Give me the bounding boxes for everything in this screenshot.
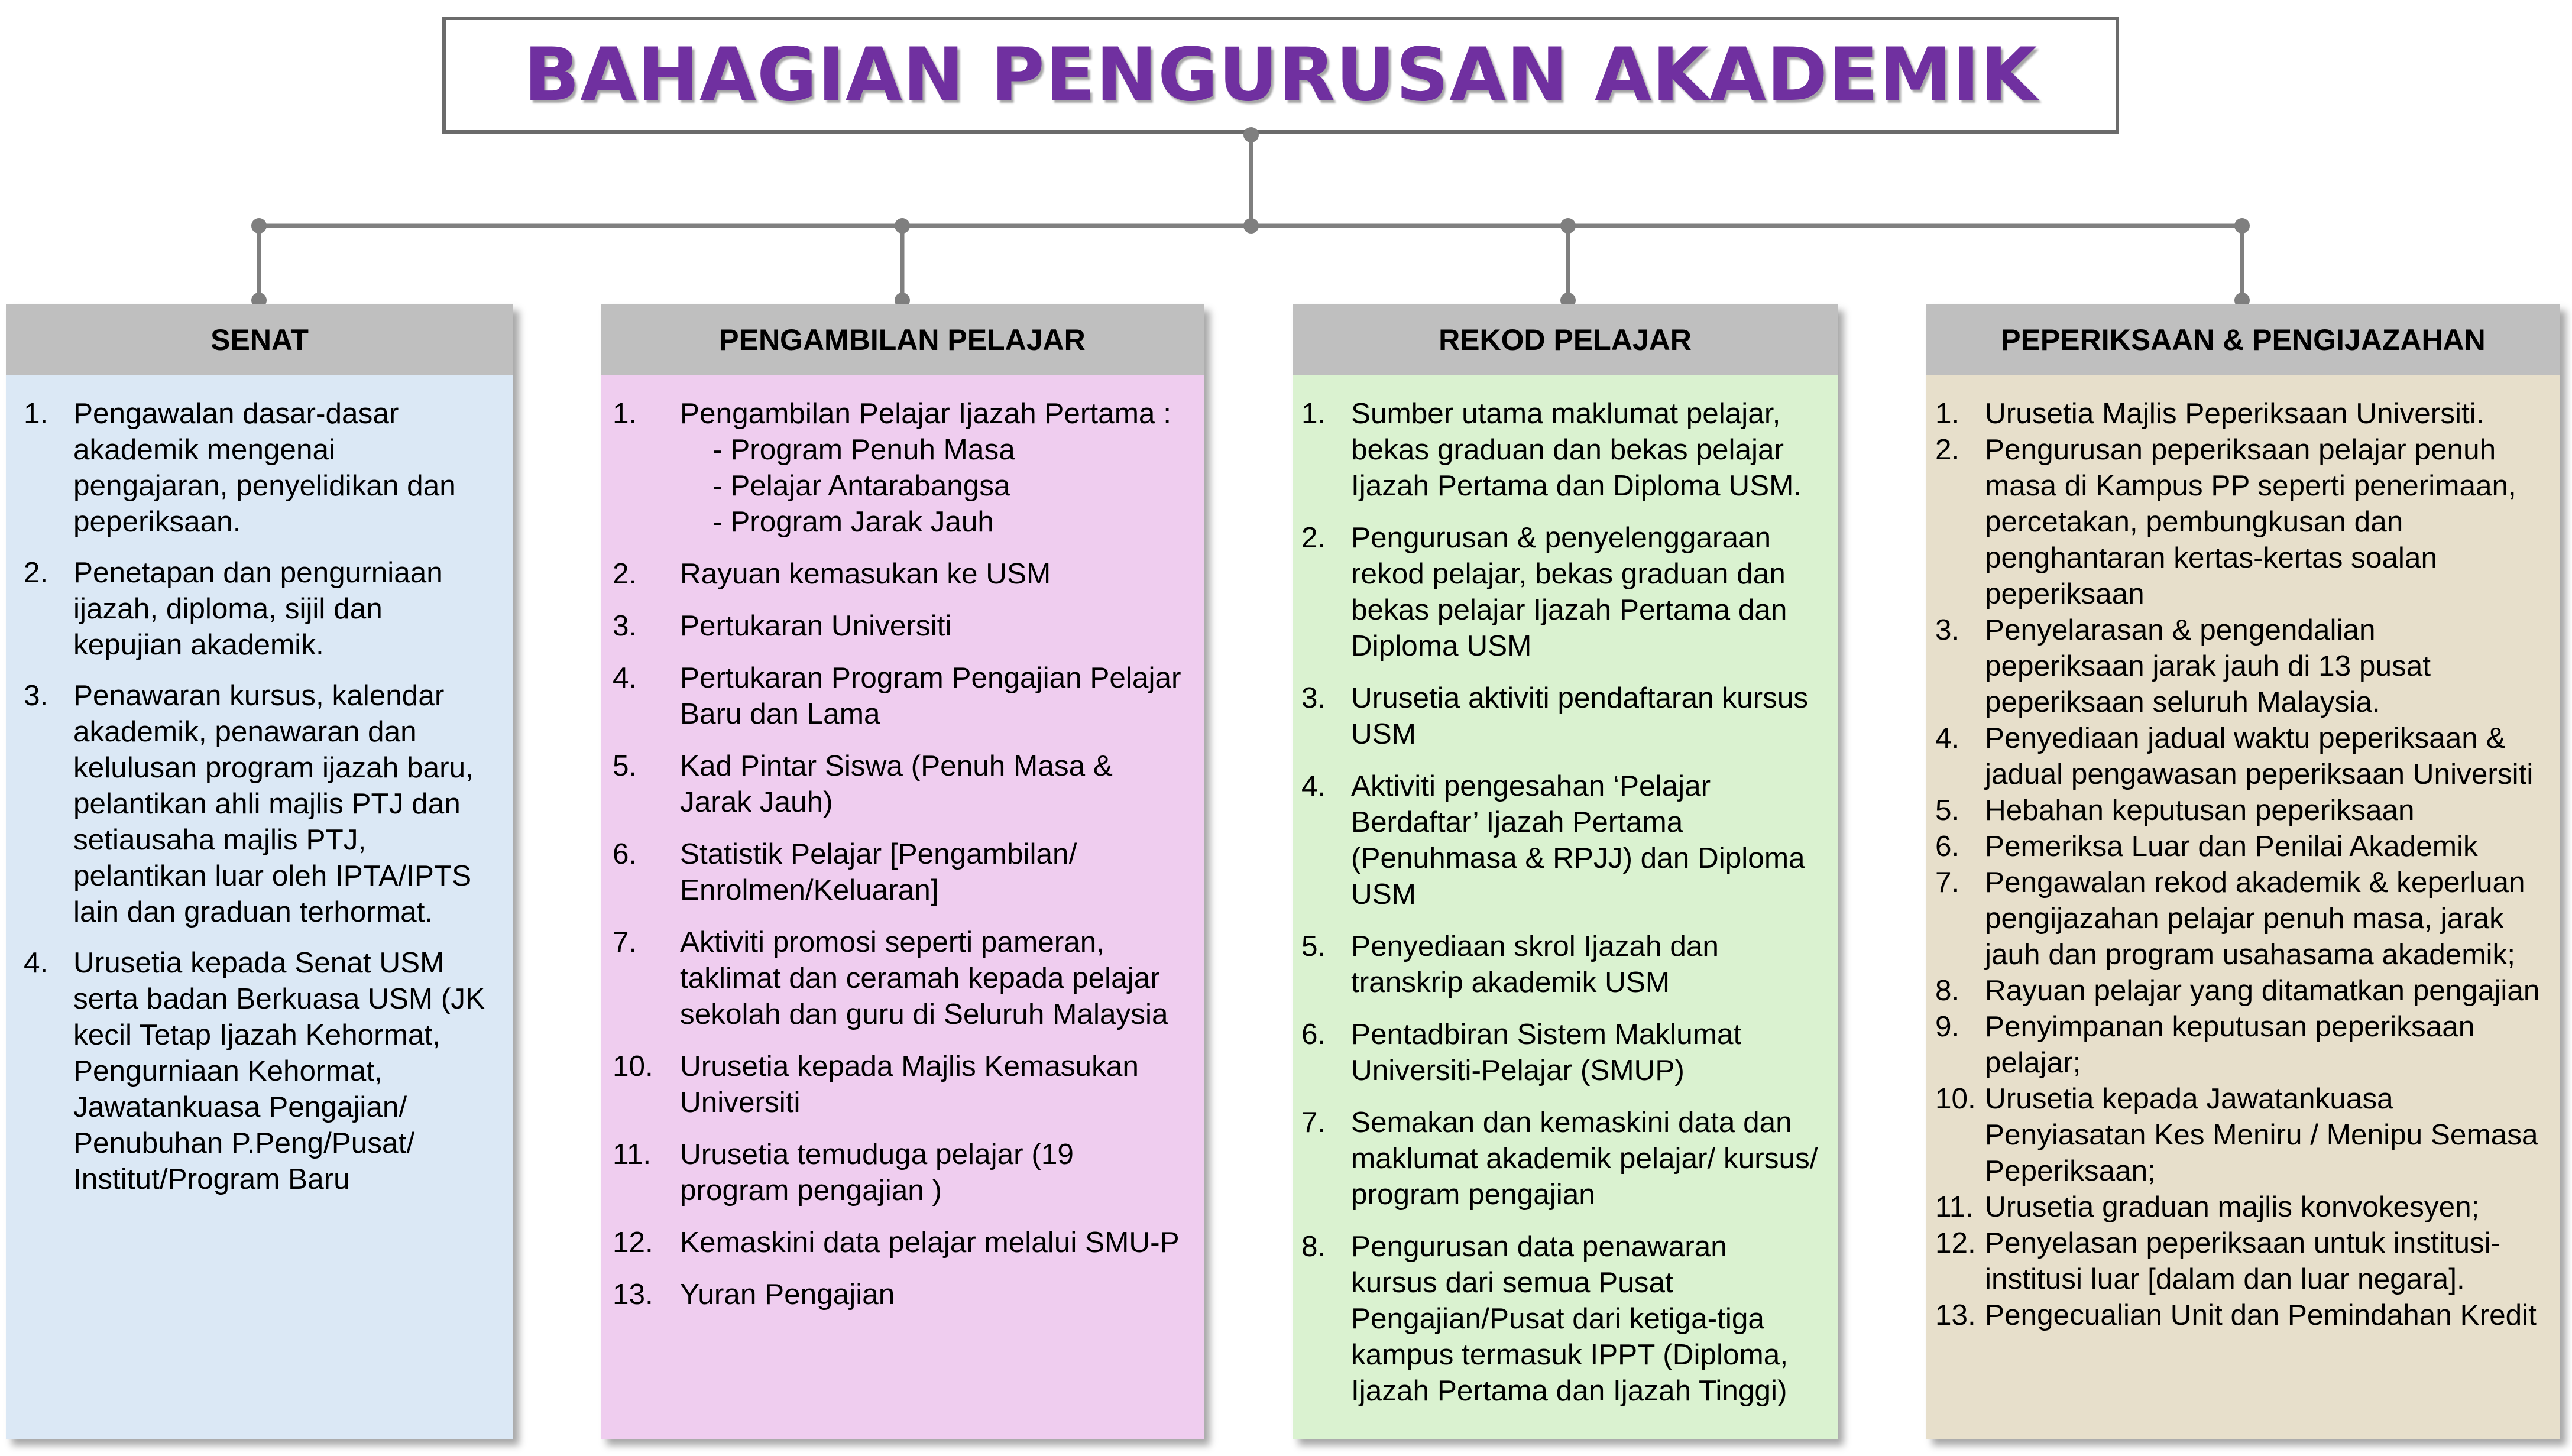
- item-text: Pengurusan peperiksaan pelajar penuh masa di Kampus PP seperti penerimaan, percetakan, pembungkusan dan penghantaran kertas-kertas soalan peperiksaan: [1985, 433, 2516, 610]
- list-item: [1935, 1009, 2542, 1081]
- list-item: [1301, 1104, 1820, 1212]
- item-text-wrap: [73, 677, 495, 930]
- column-heading: REKOD PELAJAR: [1293, 304, 1838, 375]
- list-item: [1301, 520, 1820, 664]
- node-dot: [251, 218, 267, 234]
- list-item: [1935, 972, 2542, 1009]
- column-body: [1293, 375, 1838, 1439]
- item-text: Penetapan dan pengurniaan ijazah, diploma, sijil dan kepujian akademik.: [73, 556, 443, 661]
- item-text: Pengambilan Pelajar Ijazah Pertama :: [680, 397, 1171, 430]
- item-number: 2.: [1301, 521, 1326, 554]
- item-text-wrap: [1985, 1081, 2542, 1189]
- item-number: 6.: [1935, 830, 1960, 862]
- item-text-wrap: [680, 836, 1186, 908]
- item-number: 5.: [1935, 794, 1960, 826]
- item-number: 2.: [24, 556, 48, 589]
- item-number: 4.: [613, 661, 637, 694]
- list-item: [1935, 612, 2542, 720]
- item-text: Sumber utama maklumat pelajar, bekas graduan dan bekas pelajar Ijazah Pertama dan Diploma USM.: [1351, 397, 1802, 502]
- item-text-wrap: [1351, 680, 1820, 752]
- item-text-wrap: [1985, 432, 2542, 612]
- list-item: [613, 1276, 1186, 1312]
- list-item: [1301, 1016, 1820, 1088]
- item-number: 12.: [613, 1226, 653, 1259]
- item-number: 6.: [613, 838, 637, 870]
- item-number: 7.: [1935, 866, 1960, 899]
- item-number: 1.: [1935, 397, 1960, 430]
- item-text-wrap: [1985, 792, 2542, 828]
- item-number: 3.: [24, 679, 48, 712]
- list-item: [1935, 792, 2542, 828]
- item-number: 13.: [613, 1278, 653, 1311]
- item-text-wrap: [680, 608, 1186, 644]
- list-item: [1935, 1225, 2542, 1297]
- item-text: Aktiviti pengesahan ‘Pelajar Berdaftar’ Ijazah Pertama (Penuhmasa & RPJJ) dan Diploma USM: [1351, 770, 1805, 910]
- list-item: [613, 836, 1186, 908]
- item-number: 3.: [613, 609, 637, 642]
- item-number: 1.: [613, 397, 637, 430]
- list-item: [1301, 1228, 1820, 1409]
- item-text: Pengurusan data penawaran kursus dari semua Pusat Pengajian/Pusat dari ketiga-tiga kampus termasuk IPPT (Diploma, Ijazah Pertama dan Ijazah Tinggi): [1351, 1230, 1789, 1407]
- item-text: Penyelasan peperiksaan untuk institusi-institusi luar [dalam dan luar negara].: [1985, 1227, 2501, 1295]
- item-text: Pengurusan & penyelenggaraan rekod pelajar, bekas graduan dan bekas pelajar Ijazah Pertama dan Diploma USM: [1351, 521, 1787, 662]
- item-text-wrap: [1985, 1189, 2542, 1225]
- item-text-wrap: [1985, 1297, 2542, 1333]
- item-text: Aktiviti promosi seperti pameran, taklimat dan ceramah kepada pelajar sekolah dan guru di Seluruh Malaysia: [680, 926, 1168, 1030]
- item-text-wrap: [1985, 972, 2542, 1009]
- node-dot: [2234, 218, 2250, 234]
- item-number: 4.: [1301, 770, 1326, 802]
- sub-item: - Program Jarak Jauh: [712, 505, 994, 538]
- item-number: 4.: [1935, 722, 1960, 754]
- item-text: Statistik Pelajar [Pengambilan/ Enrolmen/Keluaran]: [680, 838, 1077, 906]
- item-text: Urusetia kepada Jawatankuasa Penyiasatan Kes Meniru / Menipu Semasa Peperiksaan;: [1985, 1082, 2538, 1187]
- item-text-wrap: [73, 395, 495, 540]
- item-text: Penawaran kursus, kalendar akademik, penawaran dan kelulusan program ijazah baru, pelantikan ahli majlis PTJ dan setiausaha majlis PTJ, pelantikan luar oleh IPTA/IPTS lain dan graduan terhormat.: [73, 679, 474, 928]
- item-text-wrap: [680, 556, 1186, 592]
- item-text: Urusetia temuduga pelajar (19 program pengajian ): [680, 1138, 1074, 1207]
- item-text: Pengecualian Unit dan Pemindahan Kredit: [1985, 1299, 2537, 1331]
- item-number: 8.: [1301, 1230, 1326, 1263]
- item-list: [613, 395, 1186, 1312]
- item-text-wrap: [1985, 864, 2542, 972]
- list-item: [613, 556, 1186, 592]
- list-item: [24, 677, 495, 930]
- item-text: Penyediaan skrol Ijazah dan transkrip akademik USM: [1351, 930, 1719, 998]
- node-dot: [1243, 218, 1259, 234]
- item-text: Urusetia kepada Senat USM serta badan Berkuasa USM (JK kecil Tetap Ijazah Kehormat, Pengurniaan Kehormat, Jawatankuasa Pengajian/ Penubuhan P.Peng/Pusat/ Institut/Program Baru: [73, 946, 485, 1195]
- list-item: [613, 748, 1186, 820]
- list-item: [1935, 828, 2542, 864]
- list-item: [1301, 395, 1820, 504]
- item-list: [1301, 395, 1820, 1409]
- column-heading: PEPERIKSAAN & PENGIJAZAHAN: [1926, 304, 2560, 375]
- item-text-wrap: [1351, 928, 1820, 1000]
- item-number: 1.: [24, 397, 48, 430]
- item-number: 2.: [1935, 433, 1960, 466]
- item-text: Pengawalan dasar-dasar akademik mengenai pengajaran, penyelidikan dan peperiksaan.: [73, 397, 456, 538]
- item-text: Urusetia graduan majlis konvokesyen;: [1985, 1191, 2480, 1223]
- item-text: Pertukaran Universiti: [680, 609, 952, 642]
- column-pengambilan-pelajar: [601, 304, 1204, 1439]
- list-item: [1935, 864, 2542, 972]
- list-item: [1935, 395, 2542, 432]
- item-number: 11.: [613, 1138, 652, 1170]
- item-number: 4.: [24, 946, 48, 979]
- item-text: Penyelarasan & pengendalian peperiksaan jarak jauh di 13 pusat peperiksaan seluruh Malaysia.: [1985, 614, 2431, 718]
- item-number: 6.: [1301, 1018, 1326, 1050]
- list-item: [24, 945, 495, 1197]
- list-item: [1301, 768, 1820, 912]
- column-heading: SENAT: [6, 304, 513, 375]
- item-text-wrap: [680, 748, 1186, 820]
- item-text-wrap: [1351, 1016, 1820, 1088]
- item-text-wrap: [680, 1276, 1186, 1312]
- diagram-title: BAHAGIAN PENGURUSAN AKADEMIK: [523, 33, 2038, 118]
- list-item: [1935, 1189, 2542, 1225]
- item-text-wrap: [1351, 1104, 1820, 1212]
- item-number: 8.: [1935, 974, 1960, 1007]
- item-text: Urusetia kepada Majlis Kemasukan Universiti: [680, 1050, 1139, 1118]
- item-number: 10.: [613, 1050, 653, 1082]
- list-item: [613, 395, 1186, 540]
- item-text-wrap: [1985, 612, 2542, 720]
- item-number: 7.: [613, 926, 637, 958]
- item-number: 1.: [1301, 397, 1326, 430]
- list-item: [1935, 720, 2542, 792]
- item-text: Rayuan kemasukan ke USM: [680, 557, 1051, 590]
- list-item: [1301, 680, 1820, 752]
- item-text: Kad Pintar Siswa (Penuh Masa & Jarak Jauh): [680, 750, 1113, 818]
- item-text-wrap: [1985, 720, 2542, 792]
- column-rekod-pelajar: [1293, 304, 1838, 1439]
- item-number: 7.: [1301, 1106, 1326, 1139]
- item-number: 3.: [1301, 682, 1326, 714]
- item-text: Semakan dan kemaskini data dan maklumat akademik pelajar/ kursus/ program pengajian: [1351, 1106, 1818, 1211]
- item-text: Penyimpanan keputusan peperiksaan pelajar;: [1985, 1010, 2475, 1079]
- item-text-wrap: [680, 924, 1186, 1032]
- node-dot: [895, 218, 910, 234]
- item-text-wrap: [680, 395, 1186, 540]
- item-text: Pengawalan rekod akademik & keperluan pengijazahan pelajar penuh masa, jarak jauh dan program usahasama akademik;: [1985, 866, 2525, 971]
- item-text-wrap: [1351, 1228, 1820, 1409]
- sub-item: - Program Penuh Masa: [712, 433, 1015, 466]
- item-number: 5.: [1301, 930, 1326, 962]
- item-text: Penyediaan jadual waktu peperiksaan & jadual pengawasan peperiksaan Universiti: [1985, 722, 2534, 790]
- item-text-wrap: [1985, 395, 2542, 432]
- item-text: Urusetia aktiviti pendaftaran kursus USM: [1351, 682, 1809, 750]
- item-number: 11.: [1935, 1191, 1974, 1223]
- sub-item: - Pelajar Antarabangsa: [712, 469, 1010, 502]
- list-item: [1935, 1297, 2542, 1333]
- item-text: Yuran Pengajian: [680, 1278, 895, 1311]
- item-text-wrap: [680, 1048, 1186, 1120]
- item-number: 12.: [1935, 1227, 1976, 1259]
- list-item: [613, 924, 1186, 1032]
- column-heading: PENGAMBILAN PELAJAR: [601, 304, 1204, 375]
- column-body: [6, 375, 513, 1439]
- item-text-wrap: [680, 660, 1186, 732]
- item-text-wrap: [1351, 768, 1820, 912]
- item-text: Rayuan pelajar yang ditamatkan pengajian: [1985, 974, 2540, 1007]
- item-number: 2.: [613, 557, 637, 590]
- list-item: [613, 608, 1186, 644]
- item-text-wrap: [1985, 828, 2542, 864]
- item-text: Pentadbiran Sistem Maklumat Universiti-Pelajar (SMUP): [1351, 1018, 1742, 1087]
- item-text: Pemeriksa Luar dan Penilai Akademik: [1985, 830, 2478, 862]
- item-text: Hebahan keputusan peperiksaan: [1985, 794, 2415, 826]
- list-item: [1301, 928, 1820, 1000]
- item-number: 10.: [1935, 1082, 1976, 1115]
- item-text-wrap: [1985, 1009, 2542, 1081]
- column-senat: [6, 304, 513, 1439]
- list-item: [1935, 432, 2542, 612]
- item-text: Urusetia Majlis Peperiksaan Universiti.: [1985, 397, 2484, 430]
- item-text-wrap: [73, 554, 495, 663]
- column-body: [1926, 375, 2560, 1439]
- node-dot: [1243, 127, 1259, 142]
- item-text-wrap: [73, 945, 495, 1197]
- item-list: [24, 395, 495, 1197]
- item-text-wrap: [1351, 395, 1820, 504]
- list-item: [613, 660, 1186, 732]
- list-item: [24, 554, 495, 663]
- item-text: Kemaskini data pelajar melalui SMU-P: [680, 1226, 1180, 1259]
- item-text-wrap: [680, 1224, 1186, 1260]
- item-number: 5.: [613, 750, 637, 782]
- item-text-wrap: [1351, 520, 1820, 664]
- item-number: 3.: [1935, 614, 1960, 646]
- column-peperiksaan-pengijazahan: [1926, 304, 2560, 1439]
- item-text-wrap: [680, 1136, 1186, 1208]
- column-body: [601, 375, 1204, 1439]
- item-text-wrap: [1985, 1225, 2542, 1297]
- list-item: [613, 1048, 1186, 1120]
- list-item: [24, 395, 495, 540]
- item-number: 13.: [1935, 1299, 1976, 1331]
- item-list: [1935, 395, 2542, 1333]
- item-number: 9.: [1935, 1010, 1960, 1043]
- node-dot: [1560, 218, 1576, 234]
- list-item: [613, 1136, 1186, 1208]
- list-item: [613, 1224, 1186, 1260]
- list-item: [1935, 1081, 2542, 1189]
- item-text: Pertukaran Program Pengajian Pelajar Baru dan Lama: [680, 661, 1181, 730]
